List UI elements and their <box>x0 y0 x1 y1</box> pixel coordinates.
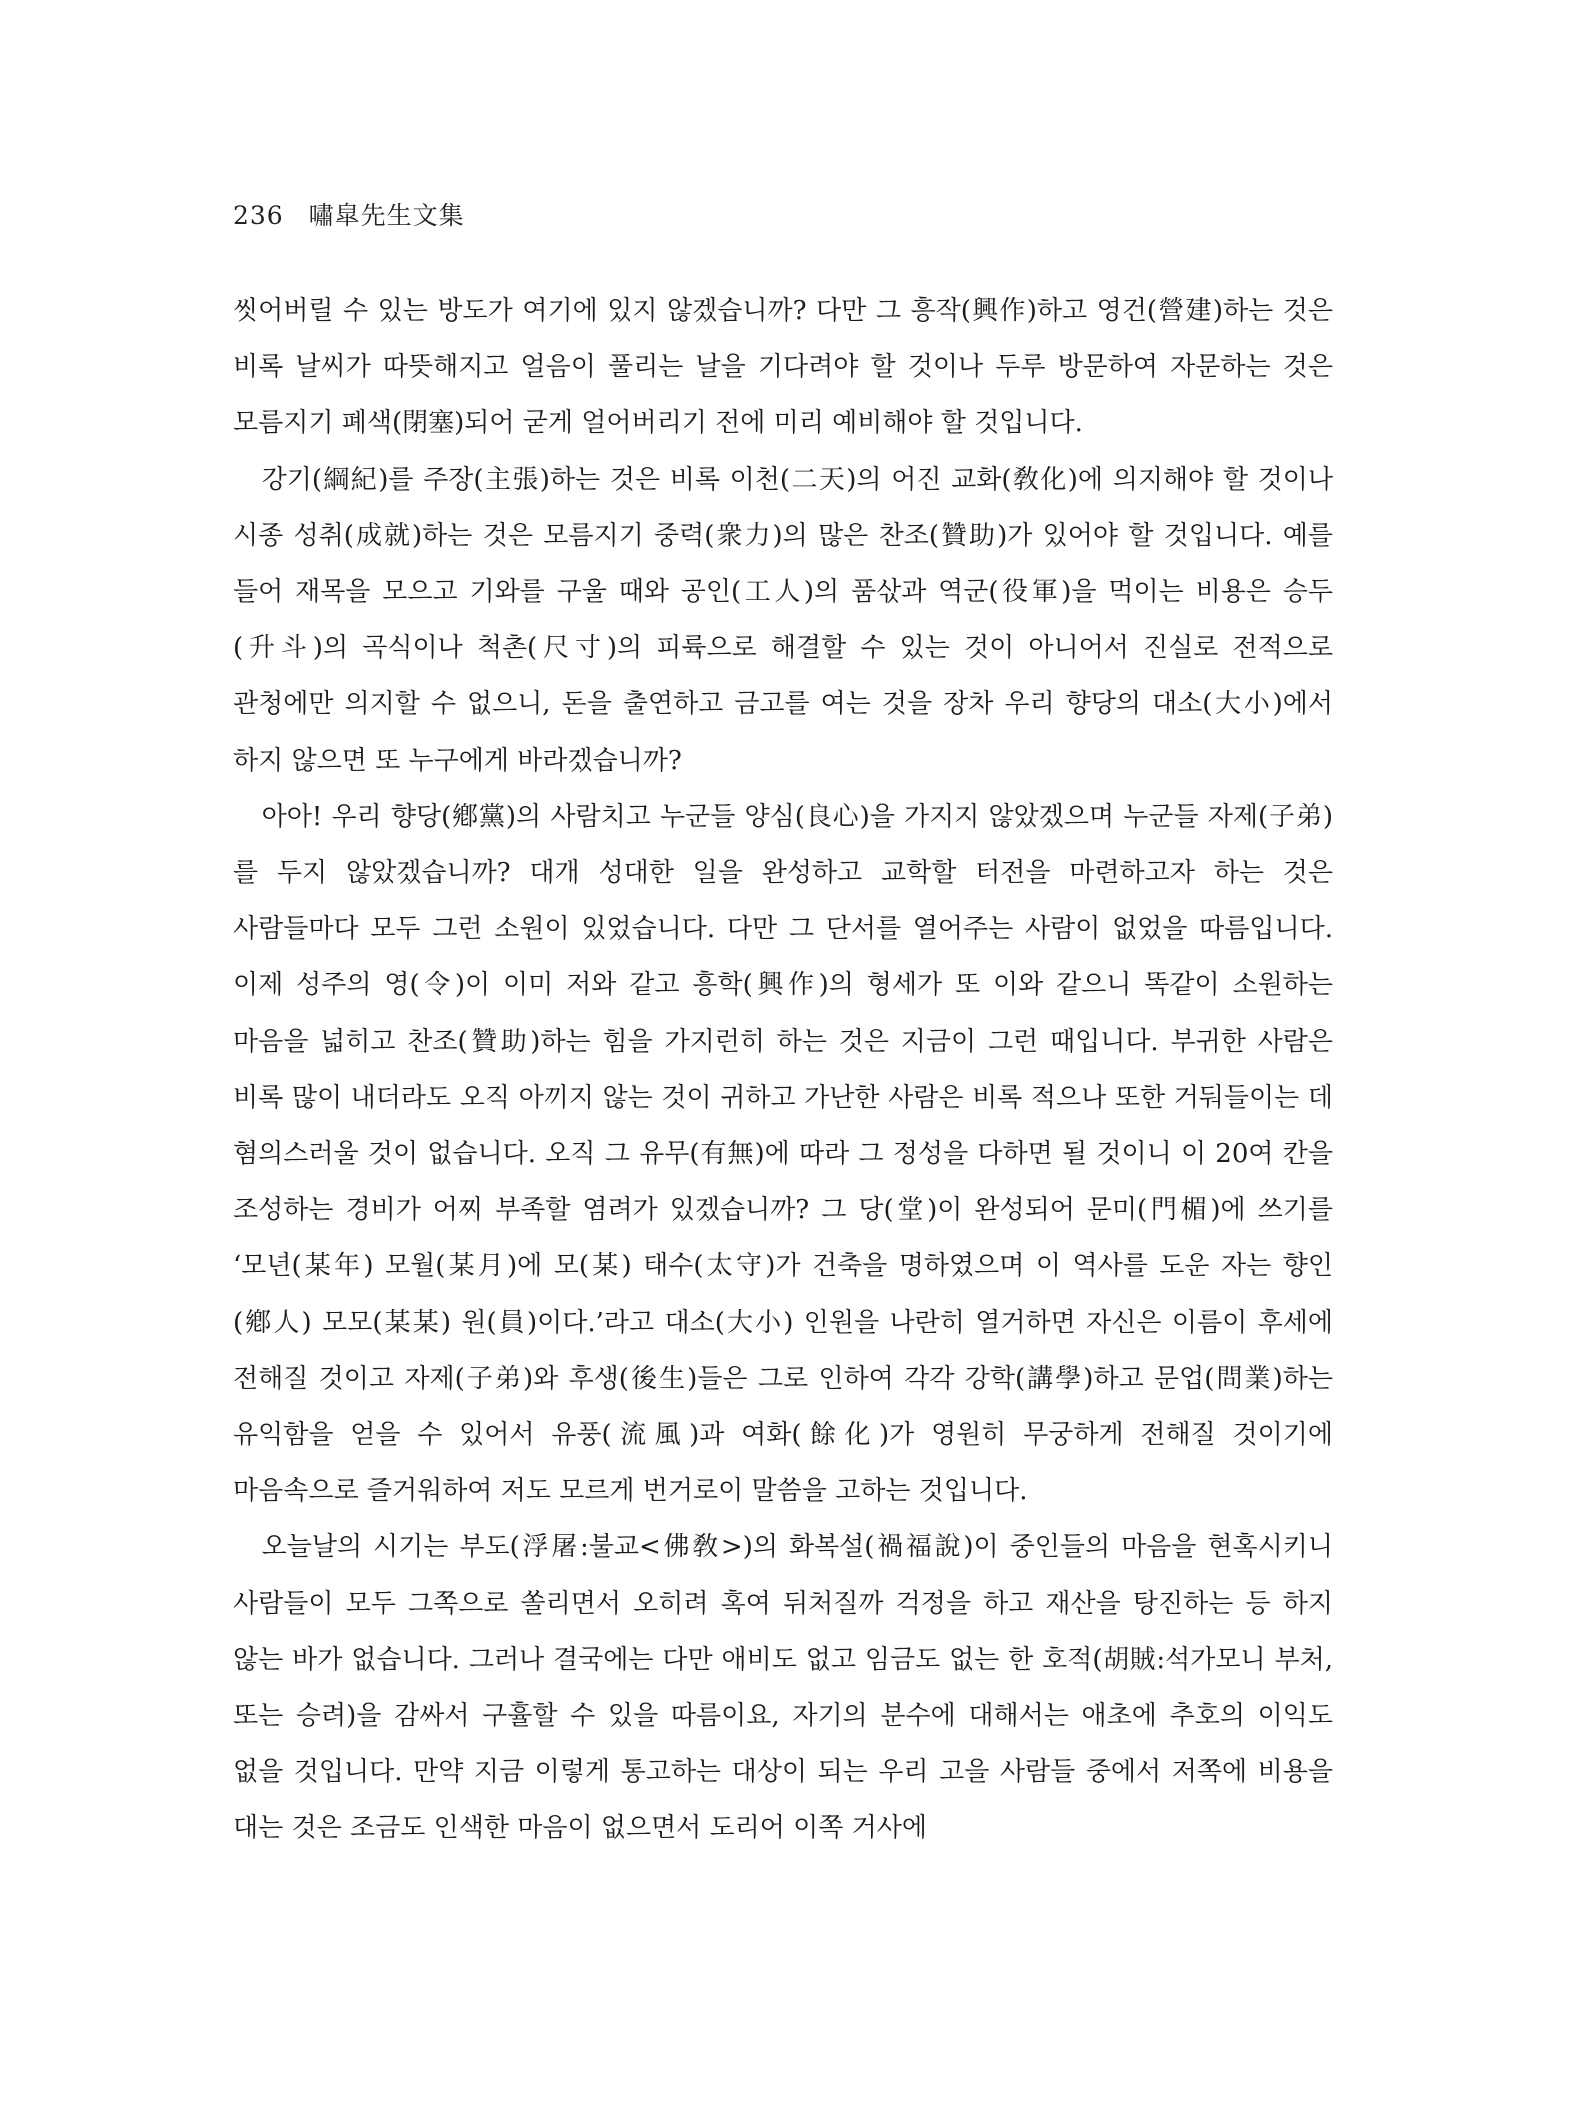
paragraph-continuation: 씻어버릴 수 있는 방도가 여기에 있지 않겠습니까? 다만 그 흥작(興作)하고 영건(營建)하는 것은 비록 날씨가 따뜻해지고 얼음이 풀리는 날을 기다려야 할 것이나 두루 방문하여 자문하는 것은 모름지기 폐색(閉塞)되어 굳게 얼어버리기 전에 미리 예비해야 할 것입니다. <box>233 296 1333 439</box>
paragraph: 강기(綱紀)를 주장(主張)하는 것은 비록 이천(二天)의 어진 교화(敎化)에 의지해야 할 것이나 시종 성취(成就)하는 것은 모름지기 중력(衆力)의 많은 찬조(贊助)가 있어야 할 것입니다. 예를 들어 재목을 모으고 기와를 구울 때와 공인(工人)의 품삯과 역군(役軍)을 먹이는 비용은 승두(升斗)의 곡식이나 척촌(尺寸)의 피륙으로 해결할 수 있는 것이 아니어서 진실로 전적으로 관청에만 의지할 수 없으니, 돈을 출연하고 금고를 여는 것을 장차 우리 향당의 대소(大小)에서 하지 않으면 또 누구에게 바라겠습니까? <box>233 464 1333 776</box>
paragraph: 오늘날의 시기는 부도(浮屠:불교<佛敎>)의 화복설(禍福說)이 중인들의 마음을 현혹시키니 사람들이 모두 그쪽으로 쏠리면서 오히려 혹여 뒤처질까 걱정을 하고 재산을 탕진하는 등 하지 않는 바가 없습니다. 그러나 결국에는 다만 애비도 없고 임금도 없는 한 호적(胡賊:석가모니 부처, 또는 승려)을 감싸서 구휼할 수 있을 따름이요, 자기의 분수에 대해서는 애초에 추호의 이익도 없을 것입니다. 만약 지금 이렇게 통고하는 대상이 되는 우리 고을 사람들 중에서 저쪽에 비용을 대는 것은 조금도 인색한 마음이 없으면서 도리어 이쪽 거사에 <box>233 1532 1333 1844</box>
book-title: 嘯皐先生文集 <box>308 201 465 230</box>
paragraph: 아아! 우리 향당(鄕黨)의 사람치고 누군들 양심(良心)을 가지지 않았겠으며 누군들 자제(子弟)를 두지 않았겠습니까? 대개 성대한 일을 완성하고 교학할 터전을 마련하고자 하는 것은 사람들마다 모두 그런 소원이 있었습니다. 다만 그 단서를 열어주는 사람이 없었을 따름입니다. 이제 성주의 영(令)이 이미 저와 같고 흥학(興作)의 형세가 또 이와 같으니 똑같이 소원하는 마음을 넓히고 찬조(贊助)하는 힘을 가지런히 하는 것은 지금이 그런 때입니다. 부귀한 사람은 비록 많이 내더라도 오직 아끼지 않는 것이 귀하고 가난한 사람은 비록 적으나 또한 거둬들이는 데 혐의스러울 것이 없습니다. 오직 그 유무(有無)에 따라 그 정성을 다하면 될 것이니 이 20여 칸을 조성하는 경비가 어찌 부족할 염려가 있겠습니까? 그 당(堂)이 완성되어 문미(門楣)에 쓰기를 ‘모년(某年) 모월(某月)에 모(某) 태수(太守)가 건축을 명하였으며 이 역사를 도운 자는 향인(鄕人) 모모(某某) 원(員)이다.’라고 대소(大小) 인원을 나란히 열거하면 자신은 이름이 후세에 전해질 것이고 자제(子弟)와 후생(後生)들은 그로 인하여 각각 강학(講學)하고 문업(問業)하는 유익함을 얻을 수 있어서 유풍(流風)과 여화(餘化)가 영원히 무궁하게 전해질 것이기에 마음속으로 즐거워하여 저도 모르게 번거로이 말씀을 고하는 것입니다. <box>233 801 1333 1507</box>
running-header <box>233 196 465 232</box>
body-text <box>233 283 1333 1857</box>
page-number: 236 <box>233 201 284 230</box>
